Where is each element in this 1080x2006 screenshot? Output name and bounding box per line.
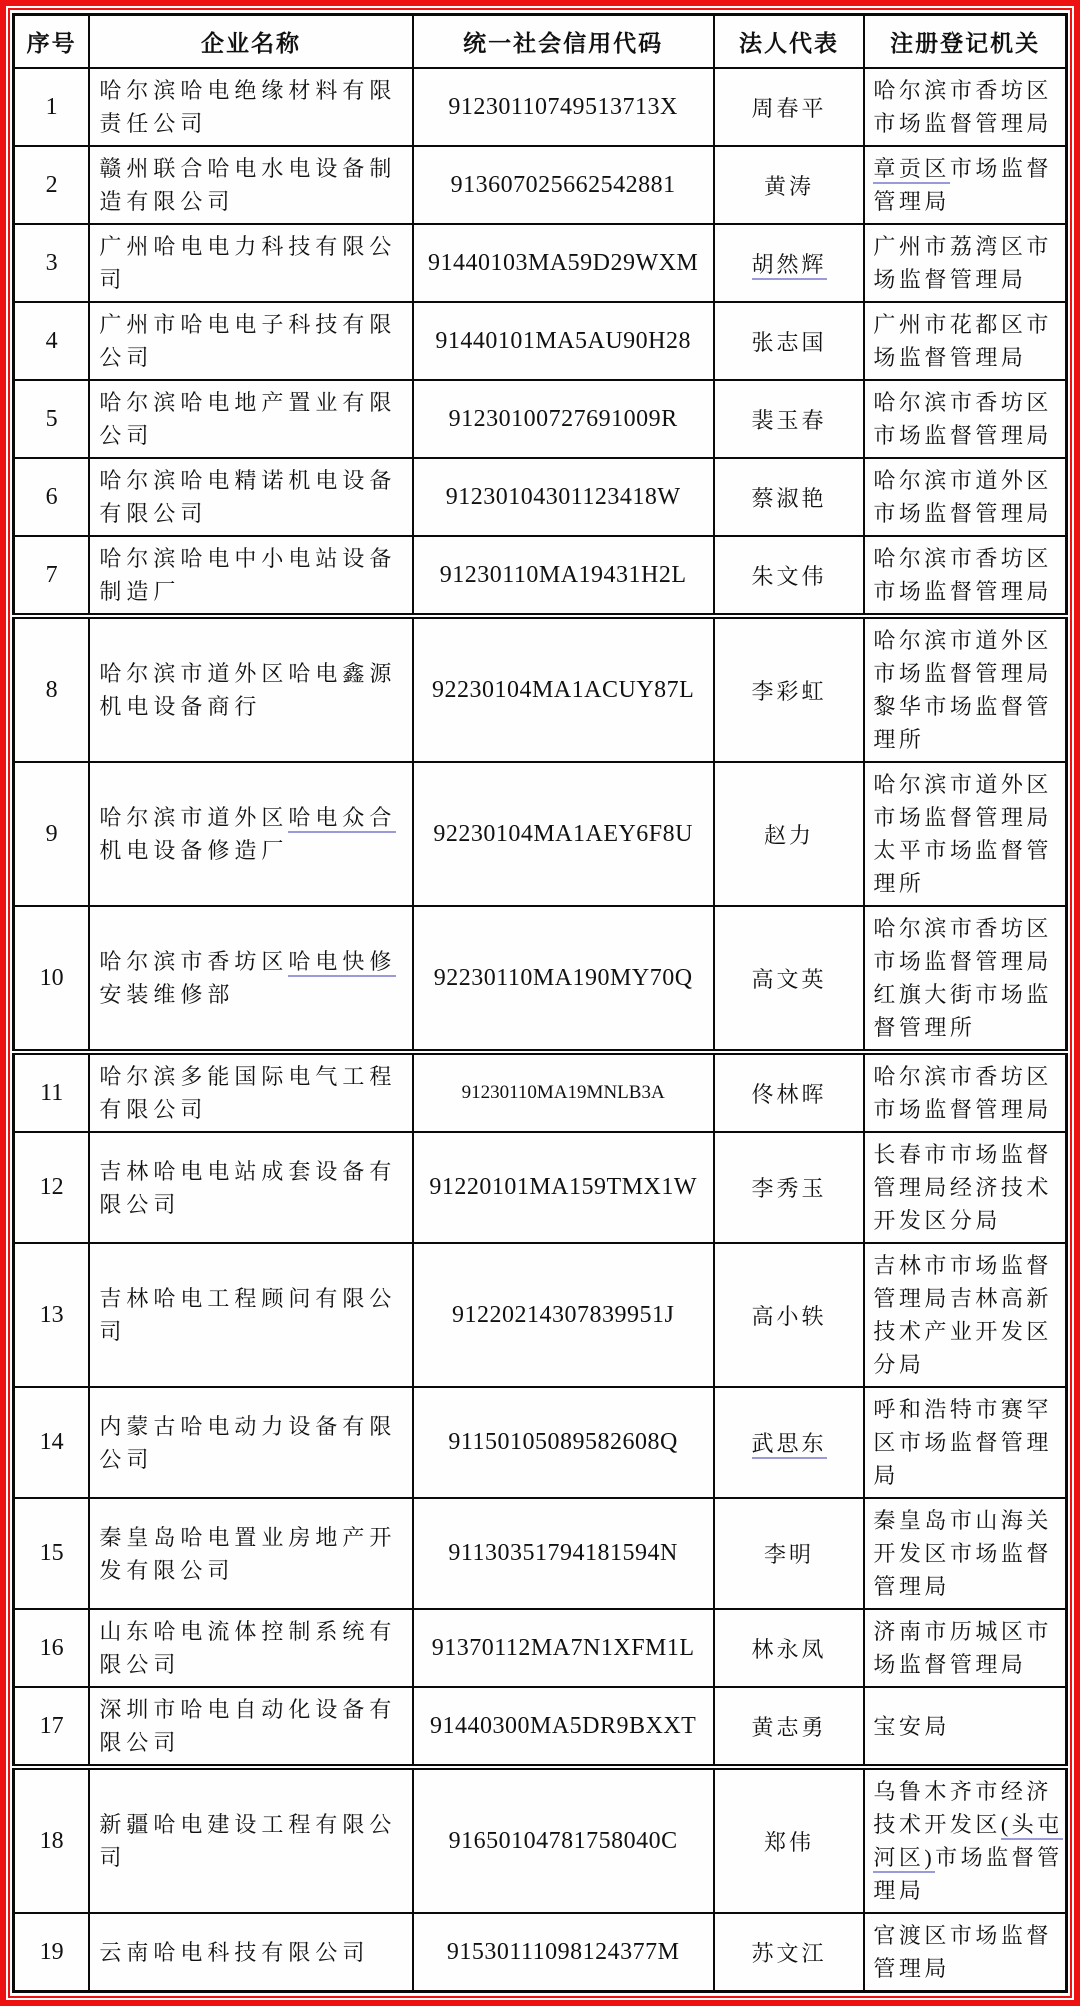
table-row bbox=[14, 146, 1067, 224]
table-row bbox=[14, 906, 1067, 1052]
cell-registration-authority: 哈尔滨市香坊区市场监督管理局 bbox=[864, 68, 1066, 146]
cell-credit-code: 91230100727691009R bbox=[413, 380, 714, 458]
table-row bbox=[14, 1498, 1067, 1609]
cell-row-number: 10 bbox=[14, 906, 90, 1052]
cell-credit-code: 91530111098124377M bbox=[413, 1913, 714, 1992]
table-row bbox=[14, 1052, 1067, 1132]
cell-credit-code: 91220214307839951J bbox=[413, 1243, 714, 1387]
cell-row-number: 16 bbox=[14, 1609, 90, 1687]
proofing-underlined-text: 哈电众合 bbox=[288, 805, 396, 833]
cell-row-number: 19 bbox=[14, 1913, 90, 1992]
table-row bbox=[14, 616, 1067, 762]
cell-registration-authority: 哈尔滨市道外区市场监督管理局黎华市场监督管理所 bbox=[864, 616, 1066, 762]
cell-company-name: 内蒙古哈电动力设备有限公司 bbox=[89, 1387, 412, 1498]
cell-legal-representative: 赵力 bbox=[714, 762, 865, 906]
column-header-authority: 注册登记机关 bbox=[864, 15, 1066, 69]
cell-legal-representative: 周春平 bbox=[714, 68, 865, 146]
table-row bbox=[14, 1767, 1067, 1913]
cell-registration-authority: 哈尔滨市香坊区市场监督管理局 bbox=[864, 536, 1066, 616]
cell-legal-representative: 黄志勇 bbox=[714, 1687, 865, 1767]
cell-company-name: 哈尔滨哈电绝缘材料有限责任公司 bbox=[89, 68, 412, 146]
cell-credit-code: 92230104MA1AEY6F8U bbox=[413, 762, 714, 906]
cell-registration-authority: 济南市历城区市场监督管理局 bbox=[864, 1609, 1066, 1687]
cell-legal-representative: 苏文江 bbox=[714, 1913, 865, 1992]
cell-registration-authority: 吉林市市场监督管理局吉林高新技术产业开发区分局 bbox=[864, 1243, 1066, 1387]
red-annotation-frame-inner bbox=[8, 8, 1072, 1998]
cell-registration-authority: 哈尔滨市道外区市场监督管理局太平市场监督管理所 bbox=[864, 762, 1066, 906]
table-row bbox=[14, 1132, 1067, 1243]
cell-row-number: 9 bbox=[14, 762, 90, 906]
cell-registration-authority: 乌鲁木齐市经济技术开发区(头屯河区)市场监督管理局 bbox=[864, 1767, 1066, 1913]
cell-legal-representative: 李彩虹 bbox=[714, 616, 865, 762]
cell-legal-representative: 李明 bbox=[714, 1498, 865, 1609]
cell-row-number: 5 bbox=[14, 380, 90, 458]
cell-row-number: 8 bbox=[14, 616, 90, 762]
cell-row-number: 6 bbox=[14, 458, 90, 536]
cell-row-number: 2 bbox=[14, 146, 90, 224]
cell-legal-representative: 高小轶 bbox=[714, 1243, 865, 1387]
cell-company-name: 新疆哈电建设工程有限公司 bbox=[89, 1767, 412, 1913]
cell-credit-code: 91650104781758040C bbox=[413, 1767, 714, 1913]
cell-credit-code: 92230104MA1ACUY87L bbox=[413, 616, 714, 762]
cell-row-number: 14 bbox=[14, 1387, 90, 1498]
cell-credit-code: 91130351794181594N bbox=[413, 1498, 714, 1609]
cell-credit-code: 91230110MA19431H2L bbox=[413, 536, 714, 616]
cell-legal-representative: 高文英 bbox=[714, 906, 865, 1052]
table-row bbox=[14, 302, 1067, 380]
header-row bbox=[14, 15, 1067, 69]
cell-credit-code: 91440101MA5AU90H28 bbox=[413, 302, 714, 380]
cell-registration-authority: 哈尔滨市道外区市场监督管理局 bbox=[864, 458, 1066, 536]
cell-credit-code: 91440300MA5DR9BXXT bbox=[413, 1687, 714, 1767]
proofing-underlined-text: 章贡区 bbox=[873, 156, 950, 184]
cell-legal-representative: 林永凤 bbox=[714, 1609, 865, 1687]
cell-row-number: 7 bbox=[14, 536, 90, 616]
cell-registration-authority: 宝安局 bbox=[864, 1687, 1066, 1767]
cell-credit-code: 91230104301123418W bbox=[413, 458, 714, 536]
cell-credit-code: 91440103MA59D29WXM bbox=[413, 224, 714, 302]
cell-legal-representative: 李秀玉 bbox=[714, 1132, 865, 1243]
cell-registration-authority: 哈尔滨市香坊区市场监督管理局红旗大街市场监督管理所 bbox=[864, 906, 1066, 1052]
cell-row-number: 11 bbox=[14, 1052, 90, 1132]
cell-company-name: 深圳市哈电自动化设备有限公司 bbox=[89, 1687, 412, 1767]
cell-company-name: 哈尔滨市道外区哈电鑫源机电设备商行 bbox=[89, 616, 412, 762]
cell-row-number: 17 bbox=[14, 1687, 90, 1767]
table-row bbox=[14, 458, 1067, 536]
table-row bbox=[14, 1387, 1067, 1498]
cell-row-number: 12 bbox=[14, 1132, 90, 1243]
cell-company-name: 哈尔滨哈电中小电站设备制造厂 bbox=[89, 536, 412, 616]
table-row bbox=[14, 68, 1067, 146]
column-header-rep: 法人代表 bbox=[714, 15, 865, 69]
cell-company-name: 哈尔滨哈电精诺机电设备有限公司 bbox=[89, 458, 412, 536]
table-row bbox=[14, 762, 1067, 906]
proofing-underlined-text: 武思东 bbox=[752, 1431, 827, 1459]
cell-credit-code: 91220101MA159TMX1W bbox=[413, 1132, 714, 1243]
company-table-header bbox=[14, 15, 1067, 69]
column-header-no: 序号 bbox=[14, 15, 90, 69]
cell-registration-authority: 长春市市场监督管理局经济技术开发区分局 bbox=[864, 1132, 1066, 1243]
cell-credit-code: 91230110MA19MNLB3A bbox=[413, 1052, 714, 1132]
cell-legal-representative: 朱文伟 bbox=[714, 536, 865, 616]
table-row bbox=[14, 380, 1067, 458]
table-row bbox=[14, 224, 1067, 302]
cell-registration-authority: 秦皇岛市山海关开发区市场监督管理局 bbox=[864, 1498, 1066, 1609]
cell-legal-representative: 郑伟 bbox=[714, 1767, 865, 1913]
cell-company-name: 秦皇岛哈电置业房地产开发有限公司 bbox=[89, 1498, 412, 1609]
cell-registration-authority: 章贡区市场监督管理局 bbox=[864, 146, 1066, 224]
table-row bbox=[14, 1913, 1067, 1992]
cell-registration-authority: 哈尔滨市香坊区市场监督管理局 bbox=[864, 1052, 1066, 1132]
cell-company-name: 吉林哈电工程顾问有限公司 bbox=[89, 1243, 412, 1387]
company-table bbox=[12, 13, 1068, 1993]
cell-legal-representative: 佟林晖 bbox=[714, 1052, 865, 1132]
cell-credit-code: 91230110749513713X bbox=[413, 68, 714, 146]
cell-company-name: 哈尔滨市香坊区哈电快修安装维修部 bbox=[89, 906, 412, 1052]
cell-company-name: 哈尔滨哈电地产置业有限公司 bbox=[89, 380, 412, 458]
cell-row-number: 18 bbox=[14, 1767, 90, 1913]
cell-row-number: 3 bbox=[14, 224, 90, 302]
cell-company-name: 哈尔滨市道外区哈电众合机电设备修造厂 bbox=[89, 762, 412, 906]
cell-row-number: 13 bbox=[14, 1243, 90, 1387]
cell-credit-code: 91150105089582608Q bbox=[413, 1387, 714, 1498]
cell-legal-representative bbox=[714, 224, 865, 302]
column-header-code: 统一社会信用代码 bbox=[413, 15, 714, 69]
cell-company-name: 广州哈电电力科技有限公司 bbox=[89, 224, 412, 302]
company-table-body bbox=[14, 68, 1067, 1992]
proofing-underlined-text: 哈电快修 bbox=[288, 949, 396, 977]
column-header-name: 企业名称 bbox=[89, 15, 412, 69]
cell-registration-authority: 哈尔滨市香坊区市场监督管理局 bbox=[864, 380, 1066, 458]
cell-company-name: 山东哈电流体控制系统有限公司 bbox=[89, 1609, 412, 1687]
cell-credit-code: 92230110MA190MY70Q bbox=[413, 906, 714, 1052]
cell-company-name: 吉林哈电电站成套设备有限公司 bbox=[89, 1132, 412, 1243]
cell-row-number: 4 bbox=[14, 302, 90, 380]
cell-legal-representative: 张志国 bbox=[714, 302, 865, 380]
table-row bbox=[14, 1609, 1067, 1687]
cell-registration-authority: 广州市花都区市场监督管理局 bbox=[864, 302, 1066, 380]
cell-registration-authority: 呼和浩特市赛罕区市场监督管理局 bbox=[864, 1387, 1066, 1498]
proofing-underlined-text: (头屯河区) bbox=[873, 1812, 1062, 1873]
cell-credit-code: 913607025662542881 bbox=[413, 146, 714, 224]
table-row bbox=[14, 536, 1067, 616]
cell-registration-authority: 广州市荔湾区市场监督管理局 bbox=[864, 224, 1066, 302]
cell-registration-authority: 官渡区市场监督管理局 bbox=[864, 1913, 1066, 1992]
cell-row-number: 15 bbox=[14, 1498, 90, 1609]
cell-legal-representative bbox=[714, 1387, 865, 1498]
cell-company-name: 云南哈电科技有限公司 bbox=[89, 1913, 412, 1992]
table-row bbox=[14, 1687, 1067, 1767]
table-row bbox=[14, 1243, 1067, 1387]
cell-legal-representative: 裴玉春 bbox=[714, 380, 865, 458]
cell-company-name: 赣州联合哈电水电设备制造有限公司 bbox=[89, 146, 412, 224]
cell-row-number: 1 bbox=[14, 68, 90, 146]
cell-legal-representative: 黄涛 bbox=[714, 146, 865, 224]
cell-legal-representative: 蔡淑艳 bbox=[714, 458, 865, 536]
proofing-underlined-text: 胡然辉 bbox=[752, 252, 827, 280]
cell-credit-code: 91370112MA7N1XFM1L bbox=[413, 1609, 714, 1687]
cell-company-name: 哈尔滨多能国际电气工程有限公司 bbox=[89, 1052, 412, 1132]
cell-company-name: 广州市哈电电子科技有限公司 bbox=[89, 302, 412, 380]
